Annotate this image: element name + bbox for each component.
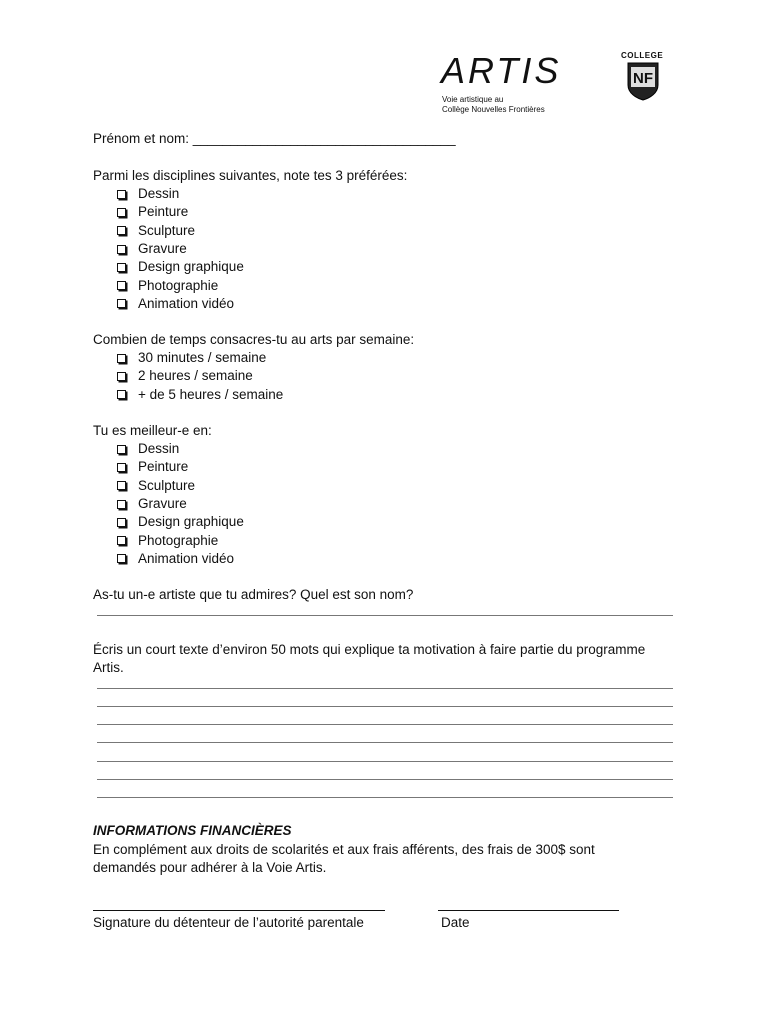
checkbox-icon[interactable] bbox=[117, 190, 126, 199]
artis-logo: ARTIS bbox=[441, 50, 562, 91]
q3-options bbox=[117, 440, 244, 568]
option-label: Sculpture bbox=[138, 477, 196, 493]
logo-subtitle bbox=[442, 95, 545, 115]
college-label: COLLEGE bbox=[621, 51, 664, 60]
signature-line[interactable] bbox=[93, 910, 385, 911]
option-label: Peinture bbox=[138, 459, 189, 475]
checkbox-icon[interactable] bbox=[117, 208, 126, 217]
date-label: Date bbox=[441, 915, 470, 930]
checkbox-icon[interactable] bbox=[117, 481, 126, 490]
checkbox-icon[interactable] bbox=[117, 281, 126, 290]
list-item[interactable] bbox=[117, 185, 244, 203]
list-item[interactable] bbox=[117, 440, 244, 458]
financial-text-line2: demandés pour adhérer à la Voie Artis. bbox=[93, 860, 327, 875]
option-label: Animation vidéo bbox=[138, 295, 235, 311]
signature-label: Signature du détenteur de l’autorité parentale bbox=[93, 915, 364, 930]
answer-line[interactable] bbox=[97, 724, 673, 725]
answer-line[interactable] bbox=[97, 779, 673, 780]
checkbox-icon[interactable] bbox=[117, 554, 126, 563]
list-item[interactable] bbox=[117, 222, 244, 240]
checkbox-icon[interactable] bbox=[117, 463, 126, 472]
option-label: 30 minutes / semaine bbox=[138, 350, 267, 366]
checkbox-icon[interactable] bbox=[117, 263, 126, 272]
name-field-label: Prénom et nom: ___________________________________ bbox=[93, 131, 456, 146]
list-item[interactable] bbox=[117, 458, 244, 476]
option-label: Gravure bbox=[138, 496, 187, 512]
list-item[interactable] bbox=[117, 513, 244, 531]
checkbox-icon[interactable] bbox=[117, 226, 126, 235]
answer-line[interactable] bbox=[97, 615, 673, 616]
financial-text-line1: En complément aux droits de scolarités et aux frais afférents, des frais de 300$ sont bbox=[93, 842, 595, 857]
checkbox-icon[interactable] bbox=[117, 390, 126, 399]
checkbox-icon[interactable] bbox=[117, 518, 126, 527]
checkbox-icon[interactable] bbox=[117, 500, 126, 509]
list-item[interactable] bbox=[117, 258, 244, 276]
option-label: Dessin bbox=[138, 441, 180, 457]
option-label: Photographie bbox=[138, 277, 219, 293]
list-item[interactable] bbox=[117, 531, 244, 549]
checkbox-icon[interactable] bbox=[117, 354, 126, 363]
list-item[interactable] bbox=[117, 295, 244, 313]
q1-options bbox=[117, 185, 244, 313]
shield-letters: NF bbox=[633, 70, 653, 87]
q2-options bbox=[117, 349, 283, 404]
list-item[interactable] bbox=[117, 386, 283, 404]
list-item[interactable] bbox=[117, 240, 244, 258]
option-label: Sculpture bbox=[138, 222, 196, 238]
list-item[interactable] bbox=[117, 495, 244, 513]
logo-subtitle-line2: Collège Nouvelles Frontières bbox=[442, 105, 545, 114]
option-label: Animation vidéo bbox=[138, 550, 235, 566]
answer-line[interactable] bbox=[97, 797, 673, 798]
financial-heading: INFORMATIONS FINANCIÈRES bbox=[93, 823, 292, 838]
option-label: Design graphique bbox=[138, 514, 244, 530]
college-shield-icon bbox=[626, 61, 660, 101]
list-item[interactable] bbox=[117, 349, 283, 367]
q4-prompt: As-tu un-e artiste que tu admires? Quel est son nom? bbox=[93, 587, 414, 602]
answer-line[interactable] bbox=[97, 706, 673, 707]
checkbox-icon[interactable] bbox=[117, 372, 126, 381]
logo-subtitle-line1: Voie artistique au bbox=[442, 95, 504, 104]
option-label: 2 heures / semaine bbox=[138, 368, 253, 384]
answer-line[interactable] bbox=[97, 742, 673, 743]
option-label: + de 5 heures / semaine bbox=[138, 386, 284, 402]
checkbox-icon[interactable] bbox=[117, 536, 126, 545]
q5-prompt-line2: Artis. bbox=[93, 660, 124, 675]
list-item[interactable] bbox=[117, 550, 244, 568]
q1-prompt: Parmi les disciplines suivantes, note tes 3 préférées: bbox=[93, 168, 408, 183]
date-line[interactable] bbox=[438, 910, 619, 911]
checkbox-icon[interactable] bbox=[117, 445, 126, 454]
q2-prompt: Combien de temps consacres-tu au arts par semaine: bbox=[93, 332, 415, 347]
checkbox-icon[interactable] bbox=[117, 245, 126, 254]
answer-line[interactable] bbox=[97, 688, 673, 689]
option-label: Peinture bbox=[138, 204, 189, 220]
option-label: Dessin bbox=[138, 186, 180, 202]
option-label: Gravure bbox=[138, 241, 187, 257]
checkbox-icon[interactable] bbox=[117, 299, 126, 308]
option-label: Design graphique bbox=[138, 259, 244, 275]
list-item[interactable] bbox=[117, 276, 244, 294]
list-item[interactable] bbox=[117, 203, 244, 221]
list-item[interactable] bbox=[117, 477, 244, 495]
q3-prompt: Tu es meilleur-e en: bbox=[93, 423, 212, 438]
option-label: Photographie bbox=[138, 532, 219, 548]
answer-line[interactable] bbox=[97, 761, 673, 762]
q5-prompt-line1: Écris un court texte d’environ 50 mots qui explique ta motivation à faire partie du programme bbox=[93, 642, 646, 657]
list-item[interactable] bbox=[117, 367, 283, 385]
